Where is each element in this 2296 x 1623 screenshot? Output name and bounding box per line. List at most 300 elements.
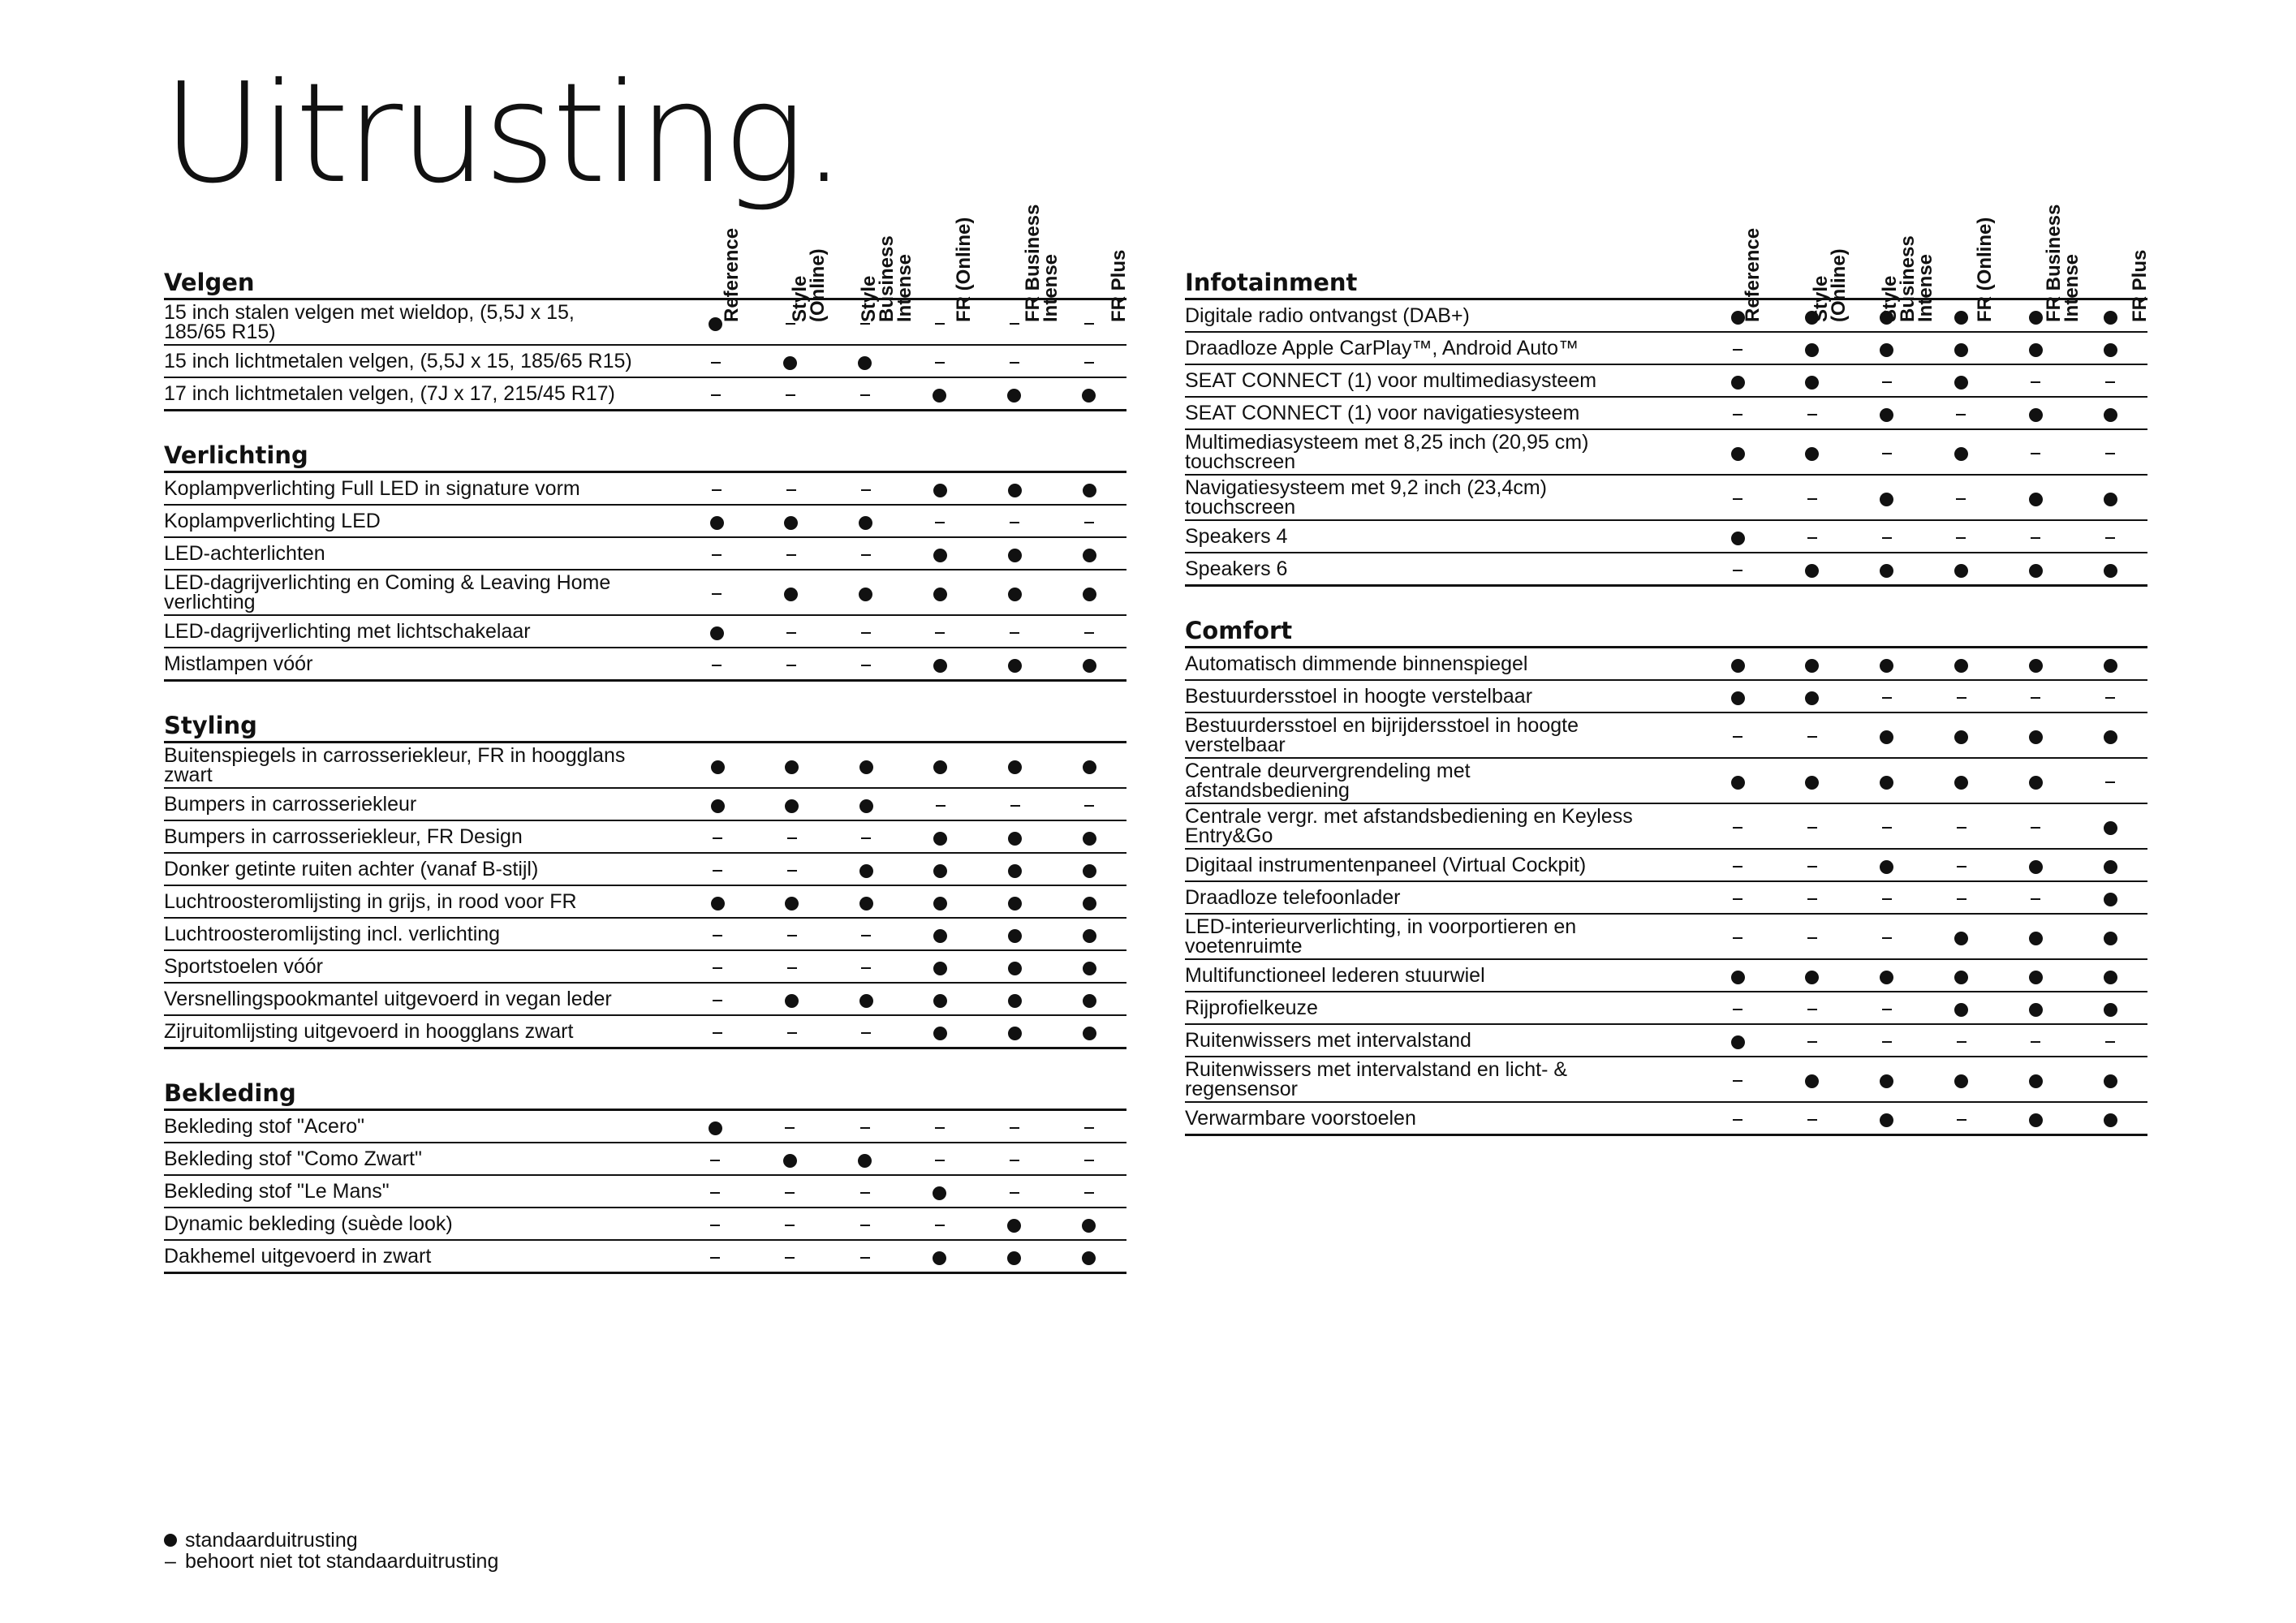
filled-dot-icon [2029, 408, 2043, 422]
feature-label: LED-achterlichten [164, 537, 679, 570]
filled-dot-icon [1008, 760, 1022, 774]
filled-dot-icon [1731, 376, 1745, 390]
not-standard-mark [828, 377, 902, 411]
filled-dot-icon [1954, 730, 1968, 744]
column-header-label: Style Business Intense [1878, 235, 1936, 322]
not-standard-mark [1850, 364, 1924, 397]
section-styling [164, 709, 1126, 1049]
not-standard-mark [754, 537, 829, 570]
standard-mark [2073, 992, 2147, 1024]
filled-dot-icon [2029, 971, 2043, 984]
feature-label: Mistlampen vóór [164, 648, 679, 681]
filled-dot-icon [2029, 1113, 2043, 1127]
column-header-label: FR Plus [2129, 249, 2152, 322]
dash-icon [2031, 453, 2040, 454]
standard-mark [1052, 1015, 1126, 1048]
not-standard-mark [828, 1240, 902, 1273]
section-verlichting [164, 439, 1126, 682]
not-standard-mark [680, 918, 755, 950]
table-row [1185, 881, 2147, 914]
filled-dot-icon [1008, 832, 1022, 846]
dash-icon [2105, 453, 2115, 454]
standard-mark [755, 743, 829, 788]
feature-label: SEAT CONNECT (1) voor navigatiesysteem [1185, 397, 1700, 429]
table-row [164, 648, 1126, 681]
not-standard-mark [680, 983, 755, 1015]
dash-icon [786, 489, 796, 491]
not-standard-mark [754, 615, 829, 648]
table-row [164, 885, 1126, 918]
not-standard-mark [977, 1143, 1052, 1175]
standard-mark [1700, 758, 1775, 803]
standard-mark [679, 615, 754, 648]
not-standard-mark [2073, 758, 2147, 803]
dash-icon [861, 935, 871, 936]
filled-dot-icon [785, 760, 799, 774]
feature-label: Bestuurdersstoel en bijrijdersstoel in hoogte verstelbaar [1185, 712, 1700, 758]
filled-dot-icon [1082, 1219, 1096, 1233]
table-row [164, 1240, 1126, 1273]
dash-icon [785, 1127, 795, 1129]
feature-label: Draadloze Apple CarPlay™, Android Auto™ [1185, 332, 1700, 364]
standard-mark [977, 648, 1052, 681]
standard-mark [1998, 553, 2073, 586]
not-standard-mark [1700, 1102, 1775, 1135]
filled-dot-icon [933, 1186, 946, 1200]
table-row [1185, 680, 2147, 712]
dash-icon [1733, 937, 1742, 939]
standard-mark [902, 377, 977, 411]
filled-dot-icon [933, 659, 947, 673]
filled-dot-icon [2029, 860, 2043, 874]
filled-dot-icon [933, 962, 947, 975]
filled-dot-icon [784, 588, 798, 601]
feature-label: Koplampverlichting LED [164, 505, 679, 537]
not-standard-mark [678, 1143, 752, 1175]
table-row [164, 505, 1126, 537]
standard-mark [977, 1240, 1052, 1273]
feature-label: Sportstoelen vóór [164, 950, 680, 983]
filled-dot-icon [2104, 1113, 2117, 1127]
dash-icon [1010, 522, 1019, 523]
filled-dot-icon [785, 799, 799, 813]
filled-dot-icon [1880, 776, 1893, 790]
standard-mark [1998, 712, 2073, 758]
dash-icon [1882, 453, 1892, 454]
standard-mark [828, 345, 902, 377]
standard-mark [1700, 648, 1775, 680]
filled-dot-icon [933, 897, 947, 911]
not-standard-mark [678, 345, 753, 377]
not-standard-mark [1775, 1024, 1850, 1057]
filled-dot-icon [2104, 408, 2117, 422]
dash-icon [2031, 827, 2040, 829]
filled-dot-icon [1008, 962, 1022, 975]
table-row [164, 983, 1126, 1015]
filled-dot-icon [1954, 971, 1968, 984]
dash-icon [785, 1257, 795, 1259]
not-standard-mark [1924, 1102, 1999, 1135]
dash-icon [2105, 381, 2115, 383]
filled-dot-icon [1083, 897, 1096, 911]
filled-dot-icon [2104, 1003, 2117, 1017]
filled-dot-icon [1083, 549, 1096, 562]
not-standard-mark [1924, 803, 1999, 849]
not-standard-mark [1052, 615, 1126, 648]
feature-label: Ruitenwissers met intervalstand en licht- & regensensor [1185, 1057, 1700, 1102]
standard-mark [829, 885, 904, 918]
feature-label: Speakers 6 [1185, 553, 1700, 586]
not-standard-mark [680, 853, 755, 885]
dash-icon [1733, 866, 1742, 867]
not-standard-mark [1998, 364, 2073, 397]
dash-icon [861, 489, 871, 491]
filled-dot-icon [1083, 962, 1096, 975]
column-header-label: FR Business Intense [1021, 204, 1062, 322]
standard-mark [2073, 1057, 2147, 1102]
standard-mark [1924, 914, 1999, 959]
filled-dot-icon [1805, 776, 1819, 790]
dash-icon [1733, 349, 1742, 351]
column-header [1095, 192, 1144, 322]
standard-mark [1850, 648, 1924, 680]
section-title: Infotainment [1185, 269, 1358, 296]
standard-mark [755, 885, 829, 918]
standard-mark [903, 743, 978, 788]
table-row [1185, 914, 2147, 959]
filled-dot-icon [858, 356, 872, 370]
not-standard-mark [1700, 881, 1775, 914]
standard-mark [1998, 959, 2073, 992]
standard-mark [1924, 429, 1999, 475]
standard-mark [2073, 712, 2147, 758]
dash-icon [860, 1127, 870, 1129]
not-standard-mark [902, 1143, 977, 1175]
standard-mark [1775, 553, 1850, 586]
dash-icon [1084, 522, 1094, 523]
dash-icon [786, 394, 795, 396]
not-standard-mark [754, 648, 829, 681]
filled-dot-icon [1954, 564, 1968, 578]
standard-mark [1924, 992, 1999, 1024]
not-standard-mark [1924, 475, 1999, 520]
filled-dot-icon [1805, 971, 1819, 984]
standard-mark [2073, 475, 2147, 520]
feature-label: Digitale radio ontvangst (DAB+) [1185, 300, 1700, 332]
standard-mark [903, 853, 978, 885]
standard-mark [1850, 959, 1924, 992]
filled-dot-icon [1880, 659, 1893, 673]
table-row [164, 743, 1126, 788]
not-standard-mark [678, 1175, 752, 1208]
standard-mark [1998, 758, 2073, 803]
feature-label: Navigatiesysteem met 9,2 inch (23,4cm) touchscreen [1185, 475, 1700, 520]
table-row [164, 918, 1126, 950]
filled-dot-icon [1954, 659, 1968, 673]
dash-icon [787, 870, 797, 872]
not-standard-mark [977, 505, 1052, 537]
dash-icon [1882, 1009, 1892, 1010]
standard-mark [1850, 397, 1924, 429]
feature-label: Rijprofielkeuze [1185, 992, 1700, 1024]
dash-icon [1807, 1041, 1817, 1043]
filled-dot-icon [1954, 1074, 1968, 1088]
standard-mark [1775, 648, 1850, 680]
not-standard-mark [1924, 881, 1999, 914]
not-standard-mark [902, 1208, 977, 1240]
standard-mark [1850, 1102, 1924, 1135]
not-standard-mark [1775, 849, 1850, 881]
dash-icon [1084, 632, 1094, 634]
not-standard-mark [1700, 849, 1775, 881]
column-header-label: Style (Online) [1810, 248, 1850, 322]
table-row [164, 1015, 1126, 1048]
feature-label: Bumpers in carrosseriekleur, FR Design [164, 820, 680, 853]
not-standard-mark [1850, 1024, 1924, 1057]
filled-dot-icon [1954, 376, 1968, 390]
dash-icon [1807, 1009, 1817, 1010]
feature-label: Koplampverlichting Full LED in signature vorm [164, 473, 679, 505]
column-header [1806, 192, 1854, 322]
table-row [1185, 1057, 2147, 1102]
standard-mark [1052, 1240, 1126, 1273]
filled-dot-icon [2029, 730, 2043, 744]
not-standard-mark [1775, 712, 1850, 758]
dash-icon [2105, 781, 2115, 783]
dash-icon [1807, 827, 1817, 829]
dash-icon [712, 593, 722, 595]
standard-mark [1052, 918, 1126, 950]
standard-mark [1052, 537, 1126, 570]
not-standard-mark [1052, 345, 1126, 377]
dash-icon [787, 1032, 797, 1034]
standard-mark [2073, 914, 2147, 959]
standard-mark [1850, 712, 1924, 758]
filled-dot-icon [1007, 1219, 1021, 1233]
column-header [1961, 192, 2010, 322]
standard-mark [1924, 712, 1999, 758]
feature-label: LED-interieurverlichting, in voorportieren en voetenruimte [1185, 914, 1700, 959]
standard-mark [1998, 914, 2073, 959]
column-header [940, 192, 989, 322]
filled-dot-icon [1731, 691, 1745, 705]
filled-dot-icon [785, 897, 799, 911]
not-standard-mark [1052, 1143, 1126, 1175]
not-standard-mark [1850, 429, 1924, 475]
dash-icon [1882, 381, 1892, 383]
dash-icon [1010, 805, 1020, 807]
dash-icon [1010, 1192, 1019, 1194]
standard-mark [1775, 332, 1850, 364]
standard-mark [828, 1143, 902, 1175]
filled-dot-icon [2104, 564, 2117, 578]
filled-dot-icon [1083, 832, 1096, 846]
filled-dot-icon [933, 389, 946, 403]
standard-mark [1775, 429, 1850, 475]
filled-dot-icon [933, 760, 947, 774]
filled-dot-icon [2029, 564, 2043, 578]
filled-dot-icon [1083, 659, 1096, 673]
standard-mark [1700, 520, 1775, 553]
feature-label: Bekleding stof "Como Zwart" [164, 1143, 678, 1175]
not-standard-mark [1700, 332, 1775, 364]
dash-icon [711, 362, 721, 364]
feature-label: 15 inch stalen velgen met wieldop, (5,5J x 15, 185/65 R15) [164, 300, 678, 345]
feature-label: LED-dagrijverlichting met lichtschakelaar [164, 615, 679, 648]
section-header [164, 439, 1126, 473]
dash-icon [861, 665, 871, 666]
dash-icon [1010, 362, 1019, 364]
not-standard-mark [755, 820, 829, 853]
table-row [164, 473, 1126, 505]
not-standard-mark [1700, 712, 1775, 758]
feature-label: SEAT CONNECT (1) voor multimediasysteem [1185, 364, 1700, 397]
dash-icon [1882, 1041, 1892, 1043]
standard-mark [1052, 983, 1126, 1015]
filled-dot-icon [1008, 549, 1022, 562]
not-standard-mark [755, 950, 829, 983]
not-standard-mark [1052, 1175, 1126, 1208]
standard-mark [903, 570, 978, 615]
filled-dot-icon [1083, 994, 1096, 1008]
not-standard-mark [903, 505, 978, 537]
not-standard-mark [829, 918, 904, 950]
standard-mark [829, 743, 904, 788]
filled-dot-icon [1805, 376, 1819, 390]
dash-icon [2031, 697, 2040, 699]
not-standard-mark [1924, 397, 1999, 429]
not-standard-mark [752, 1208, 827, 1240]
not-standard-mark [1700, 803, 1775, 849]
standard-mark [1052, 473, 1126, 505]
table-row [164, 570, 1126, 615]
not-standard-mark [903, 788, 978, 820]
standard-mark [977, 1208, 1052, 1240]
dash-icon [2031, 381, 2040, 383]
section-table [164, 1111, 1126, 1274]
table-row [164, 1175, 1126, 1208]
standard-mark [1850, 758, 1924, 803]
filled-dot-icon [1954, 447, 1968, 461]
dash-icon [1733, 827, 1742, 829]
table-row [164, 853, 1126, 885]
standard-mark [978, 918, 1053, 950]
dash-icon [936, 805, 946, 807]
table-row [1185, 803, 2147, 849]
dash-icon [935, 632, 945, 634]
dash-icon [1956, 498, 1966, 500]
standard-mark [1924, 758, 1999, 803]
dash-icon [786, 632, 796, 634]
section-bekleding [164, 1077, 1126, 1274]
filled-dot-icon [2104, 493, 2117, 506]
standard-mark [1924, 553, 1999, 586]
filled-dot-icon [2104, 821, 2117, 835]
standard-mark [1924, 364, 1999, 397]
filled-dot-icon [710, 516, 724, 530]
dash-icon [860, 1225, 870, 1226]
standard-mark [1052, 377, 1126, 411]
standard-mark [1998, 332, 2073, 364]
table-row [164, 377, 1126, 411]
feature-label: Versnellingspookmantel uitgevoerd in vegan leder [164, 983, 680, 1015]
dash-icon [1957, 1119, 1966, 1121]
filled-dot-icon [1082, 389, 1096, 403]
dash-icon [1733, 1080, 1742, 1082]
standard-mark [680, 743, 755, 788]
standard-mark [1850, 849, 1924, 881]
filled-dot-icon [1083, 864, 1096, 878]
not-standard-mark [1924, 680, 1999, 712]
standard-mark [754, 505, 829, 537]
standard-mark [978, 853, 1053, 885]
section-table [1185, 648, 2147, 1136]
legend-standard-label: standaarduitrusting [185, 1529, 358, 1552]
filled-dot-icon [2029, 776, 2043, 790]
dash-icon [861, 837, 871, 839]
standard-mark [1700, 1024, 1775, 1057]
feature-label: Dynamic bekleding (suède look) [164, 1208, 678, 1240]
column-header [708, 192, 756, 322]
filled-dot-icon [2029, 659, 2043, 673]
column-header-label: FR (Online) [1974, 217, 1997, 322]
dash-icon [1957, 1041, 1966, 1043]
not-standard-mark [829, 473, 903, 505]
filled-dot-icon [1008, 484, 1022, 497]
not-standard-mark [2073, 680, 2147, 712]
filled-dot-icon [1083, 929, 1096, 943]
filled-dot-icon [2104, 893, 2117, 906]
standard-mark [1052, 648, 1126, 681]
table-row [164, 1208, 1126, 1240]
feature-label: Verwarmbare voorstoelen [1185, 1102, 1700, 1135]
not-standard-mark [902, 1111, 977, 1143]
filled-dot-icon [2104, 730, 2117, 744]
column-header-label: Reference [720, 227, 743, 322]
not-standard-mark [755, 918, 829, 950]
dash-icon [713, 935, 722, 936]
column-headers [164, 195, 1131, 329]
filled-dot-icon [933, 1251, 946, 1265]
legend-not-standard: – behoort niet tot standaarduitrusting [165, 1550, 499, 1573]
feature-label: Ruitenwissers met intervalstand [1185, 1024, 1700, 1057]
feature-label: Bekleding stof "Acero" [164, 1111, 678, 1143]
dash-icon [1010, 1160, 1019, 1161]
standard-mark [1924, 959, 1999, 992]
feature-label: Centrale deurvergrendeling met afstandsbediening [1185, 758, 1700, 803]
dash-icon [1733, 498, 1742, 500]
standard-mark [903, 820, 978, 853]
table-row [1185, 520, 2147, 553]
not-standard-mark [1775, 992, 1850, 1024]
standard-mark [2073, 849, 2147, 881]
dash-icon [786, 665, 796, 666]
dash-icon [1010, 1127, 1019, 1129]
not-standard-mark [1850, 803, 1924, 849]
not-standard-mark [1775, 803, 1850, 849]
section-title: Comfort [1185, 617, 1293, 644]
feature-label: Centrale vergr. met afstandsbediening en Keyless Entry&Go [1185, 803, 1700, 849]
standard-mark [977, 537, 1052, 570]
standard-mark [903, 1015, 978, 1048]
dash-icon [1957, 898, 1966, 900]
standard-mark [1850, 332, 1924, 364]
not-standard-mark [1775, 475, 1850, 520]
not-standard-mark [1998, 881, 2073, 914]
standard-mark [978, 885, 1053, 918]
filled-dot-icon [1731, 1035, 1745, 1049]
standard-mark [977, 377, 1052, 411]
